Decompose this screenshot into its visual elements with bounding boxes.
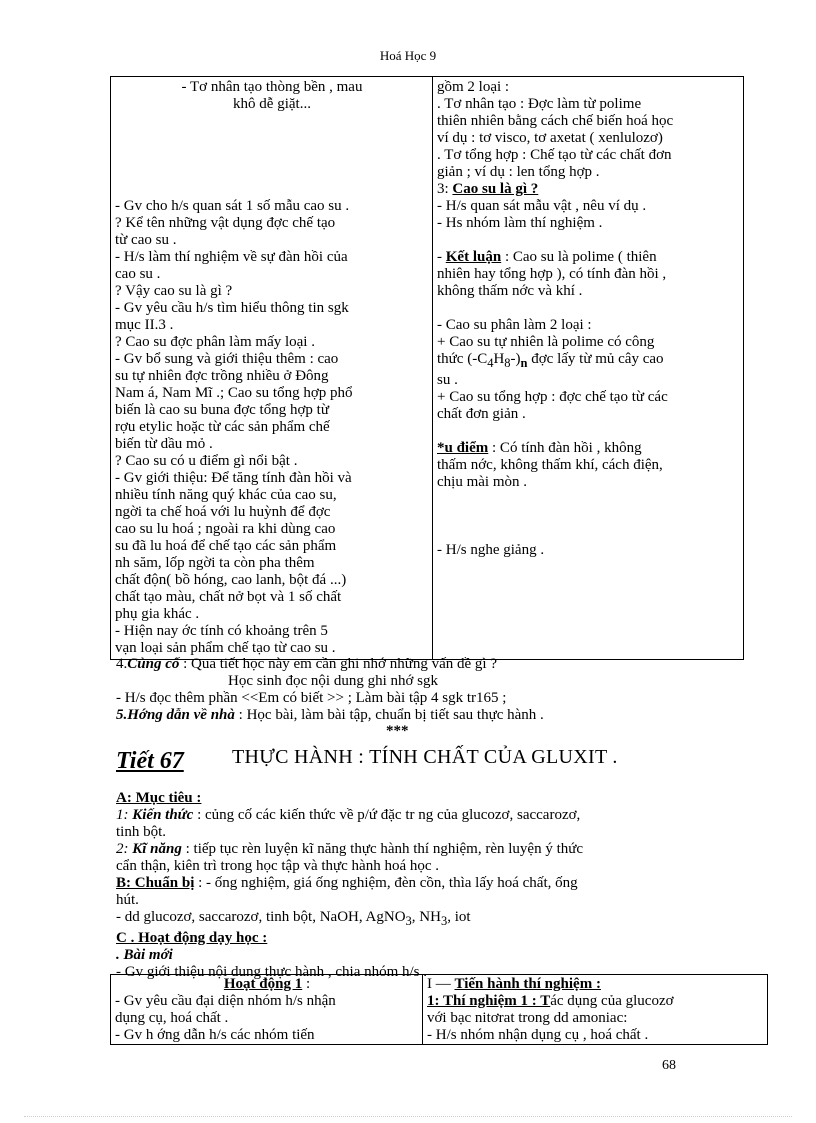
- teacher-activity-cell: [111, 77, 433, 660]
- list-item: ? Cao su đợc phân làm mấy loại .: [115, 334, 315, 350]
- list-item: cẩn thận, kiên trì trong học tập và thực hành hoá học .: [116, 858, 440, 874]
- list-item: hút.: [116, 892, 139, 908]
- list-item: - Gv giới thiệu: Để tăng tính đàn hồi và: [115, 470, 352, 486]
- list-item: ? Vậy cao su là gì ?: [115, 283, 233, 299]
- list-item: khô dễ giặt...: [233, 96, 311, 112]
- list-item: . Tơ tổng hợp : Chế tạo từ các chất đơn: [437, 147, 672, 163]
- list-item: giản ; ví dụ : len tổng hợp .: [437, 164, 600, 180]
- list-item: - Gv yêu cầu h/s tìm hiểu thông tin sgk: [115, 300, 349, 316]
- lesson-number: Tiết 67: [116, 748, 184, 774]
- list-item: chất độn( bồ hóng, cao lanh, bột đá ...): [115, 572, 347, 588]
- chemicals-line: - dd glucozơ, saccarozơ, tinh bột, NaOH, AgNO$_3$, $NH_3$, iot: [116, 909, 471, 928]
- list-item: su tự nhiên đợc trồng nhiều ở Đông: [115, 368, 329, 384]
- list-item: thiên nhiên bằng cách chế biến hoá học: [437, 113, 674, 129]
- list-item: + Cao su tổng hợp : đợc chế tạo từ các: [437, 389, 668, 405]
- separator-stars: ***: [386, 724, 409, 738]
- table-row: [111, 975, 768, 1045]
- page-divider: [24, 1116, 792, 1117]
- list-item: su .: [437, 372, 458, 388]
- list-item: biến là cao su buna đợc tổng hợp từ: [115, 402, 329, 418]
- list-item: - H/s nghe giảng .: [437, 542, 545, 558]
- teacher-activity-list: [115, 198, 429, 657]
- experiment-heading: 1: Thí nghiệm 1 : Tác dụng của glucozơ: [427, 993, 674, 1009]
- advantage-line: *u điểm : Có tính đàn hồi , không: [437, 440, 642, 456]
- list-item: cao su lu hoá ; ngoài ra khi dùng cao: [115, 521, 336, 537]
- objectives-section: [116, 790, 746, 981]
- list-item: chất tạo màu, chất nở bọt và 1 số chất: [115, 589, 342, 605]
- list-item: - H/s đọc thêm phần <<Em có biết >> ; Làm bài tập 4 sgk tr165 ;: [116, 690, 507, 706]
- list-item: với bạc nitơrat trong dd amoniac:: [427, 1010, 628, 1026]
- list-item: ngời ta chế hoá với lu huỳnh để đợc: [115, 504, 331, 520]
- list-item: - Gv cho h/s quan sát 1 số mẫu cao su .: [115, 198, 350, 214]
- list-item: thấm nớc, không thấm khí, cách điện,: [437, 457, 663, 473]
- list-item: - H/s nhóm nhận dụng cụ , hoá chất .: [427, 1027, 649, 1043]
- list-item: su đã lu hoá để chế tạo các sản phẩm: [115, 538, 337, 554]
- homework-line: 5.Hớng dẫn về nhà : Học bài, làm bài tập, chuẩn bị tiết sau thực hành .: [116, 707, 544, 723]
- summary-section: [116, 656, 746, 738]
- list-item: - Hiện nay ớc tính có khoảng trên 5: [115, 623, 328, 639]
- formula-line: thức $(-C_4H_8-)_n$ đợc lấy từ mủ cây cao: [437, 351, 664, 370]
- subsection-heading: . Bài mới: [116, 947, 173, 963]
- page-number: 68: [662, 1058, 676, 1073]
- list-item: tinh bột.: [116, 824, 167, 840]
- list-item: nhiên hay tổng hợp ), có tính đàn hồi ,: [437, 266, 667, 282]
- knowledge-line: 1: Kiến thức : củng cố các kiến thức về p/ứ đặc tr ng của glucozơ, saccarozơ,: [116, 807, 581, 823]
- lesson-table-top: [110, 76, 744, 660]
- list-item: + Cao su tự nhiên là polime có công: [437, 334, 655, 350]
- list-item: - Tơ nhân tạo thòng bền , mau: [181, 79, 363, 95]
- skills-line: 2: Kĩ năng : tiếp tục rèn luyện kĩ năng thực hành thí nghiệm, rèn luyện ý thức: [116, 841, 584, 857]
- list-item: ? Cao su có u điểm gì nổi bật .: [115, 453, 298, 469]
- page-title: THỰC HÀNH : TÍNH CHẤT CỦA GLUXIT .: [232, 746, 618, 768]
- list-item: ? Kể tên những vật dụng đợc chế tạo: [115, 215, 336, 231]
- list-item: - Gv bổ sung và giới thiệu thêm : cao: [115, 351, 339, 367]
- activity-heading: Hoạt động 1 :: [223, 976, 311, 992]
- student-activity-cell: [423, 975, 768, 1045]
- list-item: - H/s làm thí nghiệm về sự đàn hồi của: [115, 249, 348, 265]
- list-item: chịu mài mòn .: [437, 474, 527, 490]
- section-heading: I — Tiến hành thí nghiệm :: [427, 976, 601, 992]
- list-item: ví dụ : tơ visco, tơ axetat ( xenlulozơ): [437, 130, 663, 146]
- list-item: Học sinh đọc nội dung ghi nhớ sgk: [228, 673, 439, 689]
- page-header: Hoá Học 9: [379, 48, 437, 63]
- table-row: [111, 77, 744, 660]
- list-item: rợu etylic hoặc từ các sản phẩm chế: [115, 419, 330, 435]
- list-item: - Gv yêu cầu đại diện nhóm h/s nhận: [115, 993, 336, 1009]
- list-item: phụ gia khác .: [115, 606, 200, 622]
- section-heading: 3: Cao su là gì ?: [437, 181, 539, 197]
- list-item: nh săm, lốp ngời ta còn pha thêm: [115, 555, 315, 571]
- list-item: biến từ dầu mỏ .: [115, 436, 213, 452]
- list-item: Nam á, Nam Mĩ .; Cao su tổng hợp phổ: [115, 385, 353, 401]
- list-item: dụng cụ, hoá chất .: [115, 1010, 229, 1026]
- conclusion-line: - Kết luận : Cao su là polime ( thiên: [437, 249, 657, 265]
- list-item: - H/s quan sát mẫu vật , nêu ví dụ .: [437, 198, 647, 214]
- teacher-activity-cell: [111, 975, 423, 1045]
- list-item: - Gv h ớng dẫn h/s các nhóm tiến: [115, 1027, 315, 1043]
- list-item: - Gv giới thiệu nội dung thực hành , chia nhóm h/s .: [116, 964, 428, 980]
- list-item: - Cao su phân làm 2 loại :: [437, 317, 592, 333]
- lesson-table-bottom: [110, 974, 768, 1045]
- consolidation-line: 4.Củng cố : Qua tiết học này em cần ghi nhớ những vấn đề gì ?: [116, 656, 498, 672]
- list-item: gồm 2 loại :: [437, 79, 510, 95]
- student-activity-cell: [433, 77, 744, 660]
- preparation-line: B: Chuẩn bị : - ống nghiệm, giá ống nghiệm, đèn cồn, thìa lấy hoá chất, ống: [116, 875, 578, 891]
- list-item: không thấm nớc và khí .: [437, 283, 583, 299]
- list-item: - Hs nhóm làm thí nghiệm .: [437, 215, 603, 231]
- list-item: vạn loại sản phẩm chế tạo từ cao su .: [115, 640, 336, 656]
- list-item: nhiều tính năng quý khác của cao su,: [115, 487, 337, 503]
- list-item: cao su .: [115, 266, 161, 282]
- list-item: mục II.3 .: [115, 317, 174, 333]
- list-item: chất đơn giản .: [437, 406, 526, 422]
- list-item: . Tơ nhân tạo : Đợc làm từ polime: [437, 96, 642, 112]
- section-heading: A: Mục tiêu :: [116, 790, 202, 806]
- section-heading: C . Hoạt động dạy học :: [116, 930, 268, 946]
- list-item: từ cao su .: [115, 232, 177, 248]
